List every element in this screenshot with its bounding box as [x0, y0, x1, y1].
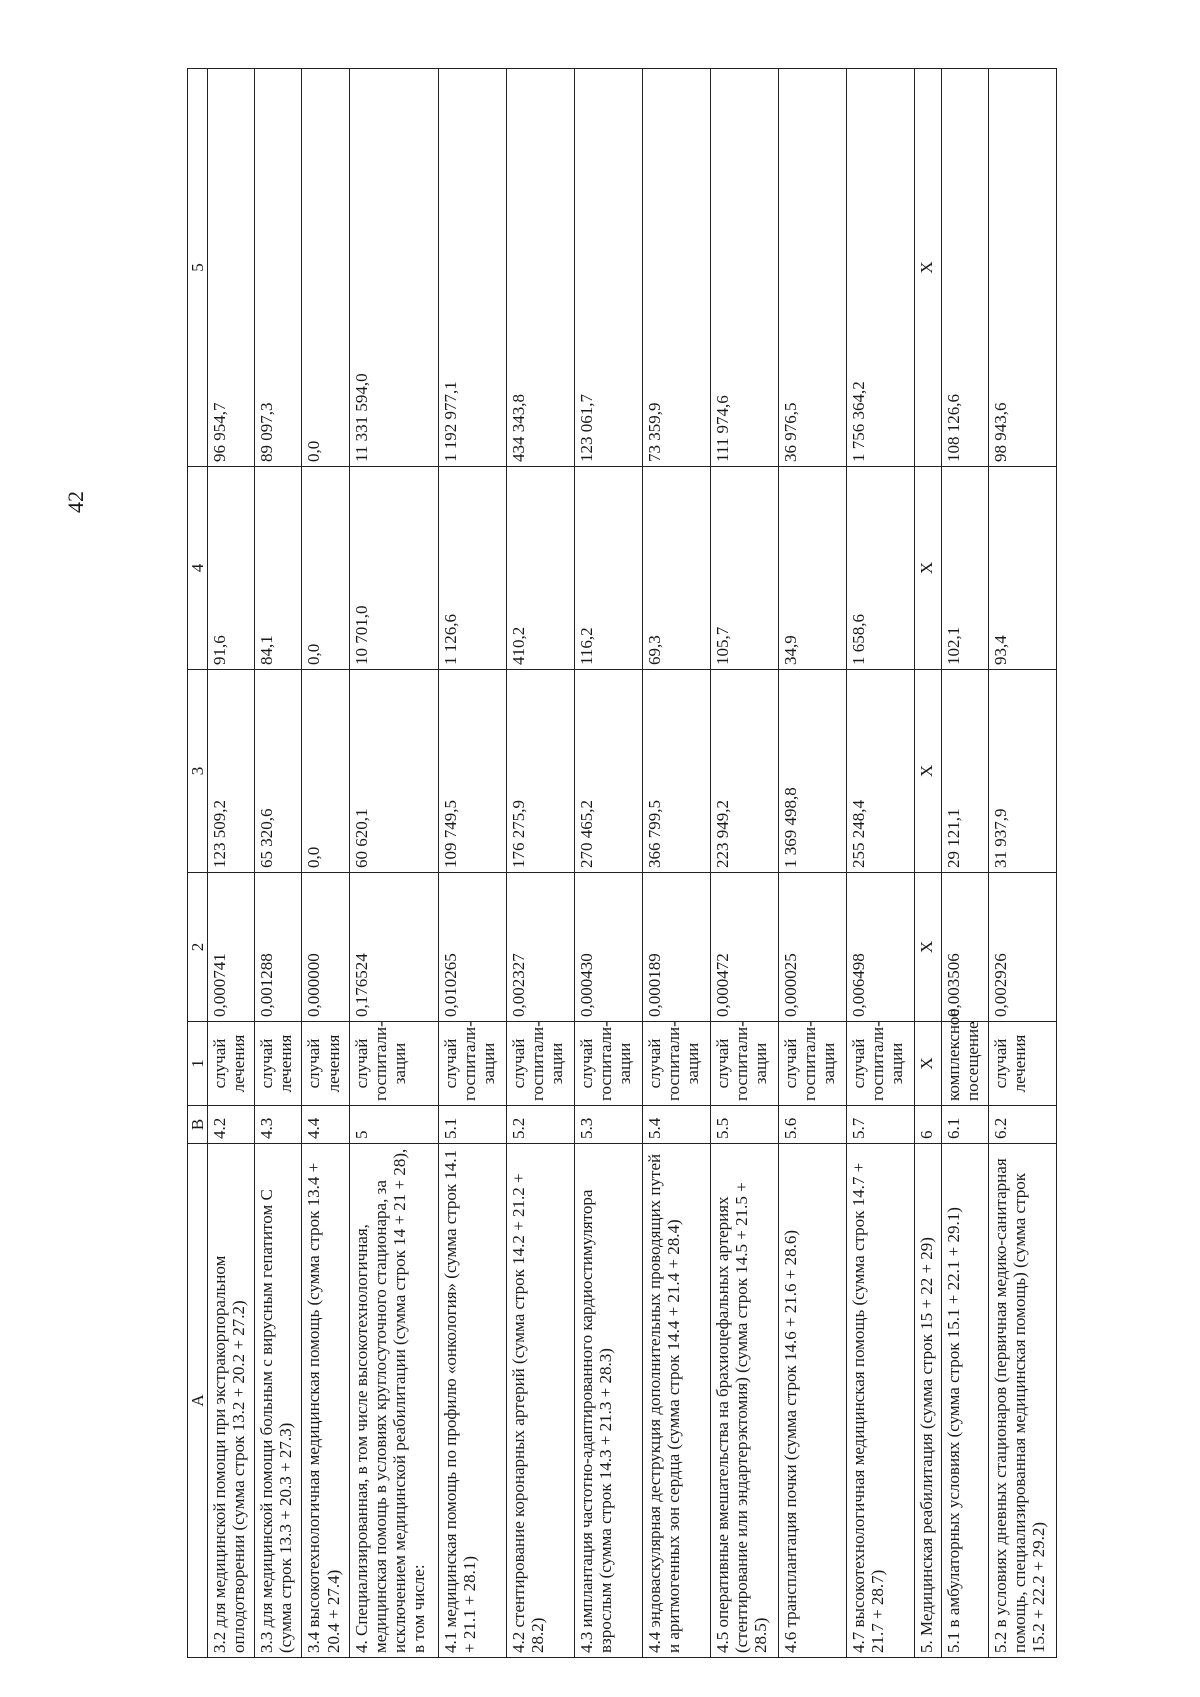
- row-code: 5.5: [711, 1106, 779, 1144]
- row-description: 5. Медицинская реабилитация (сумма строк 15 + 22 + 29): [915, 1144, 941, 1658]
- header-cell-5: 5: [188, 69, 208, 467]
- row-code: 5.3: [574, 1106, 642, 1144]
- row-description: 4.1 медицинская помощь по профилю «онкология» (сумма строк 14.1 + 21.1 + 28.1): [438, 1144, 506, 1658]
- value-cell-2: 0,000025: [779, 873, 847, 1022]
- value-cell-4: 410,2: [506, 467, 574, 670]
- row-code: 5.6: [779, 1106, 847, 1144]
- header-cell-2: 2: [188, 873, 208, 1022]
- row-description: 3.4 высокотехнологичная медицинская помощь (сумма строк 13.4 + 20.4 + 27.4): [302, 1144, 349, 1658]
- value-cell-3: 0,0: [302, 670, 349, 873]
- value-cell-3: 29 121,1: [941, 670, 988, 873]
- value-cell-4: 116,2: [574, 467, 642, 670]
- unit-cell: случай лечения: [988, 1022, 1056, 1106]
- value-cell-5: 1 192 977,1: [438, 69, 506, 467]
- value-cell-2: 0,000741: [208, 873, 255, 1022]
- value-cell-2: Х: [915, 873, 941, 1022]
- value-cell-3: 176 275,9: [506, 670, 574, 873]
- table-row: [255, 69, 302, 1658]
- row-code: 6.1: [941, 1106, 988, 1144]
- value-cell-5: 0,0: [302, 69, 349, 467]
- unit-cell: случай госпитали-зации: [574, 1022, 642, 1106]
- unit-cell: случай лечения: [208, 1022, 255, 1106]
- row-code: 4.2: [208, 1106, 255, 1144]
- table-row: [711, 69, 779, 1658]
- value-cell-3: 31 937,9: [988, 670, 1056, 873]
- value-cell-2: 0,006498: [847, 873, 915, 1022]
- header-cell-4: 4: [188, 467, 208, 670]
- value-cell-5: 89 097,3: [255, 69, 302, 467]
- row-code: 5.7: [847, 1106, 915, 1144]
- row-code: 5: [349, 1106, 438, 1144]
- value-cell-3: 123 509,2: [208, 670, 255, 873]
- value-cell-5: Х: [915, 69, 941, 467]
- unit-cell: случай госпитали-зации: [711, 1022, 779, 1106]
- table-row: [779, 69, 847, 1658]
- row-description: 5.1 в амбулаторных условиях (сумма строк 15.1 + 22.1 + 29.1): [941, 1144, 988, 1658]
- header-row: [188, 69, 208, 1658]
- value-cell-2: 0,000189: [642, 873, 710, 1022]
- value-cell-4: 10 701,0: [349, 467, 438, 670]
- data-table: [187, 68, 1057, 1658]
- row-description: 5.2 в условиях дневных стационаров (первичная медико-санитарная помощь, специализированная медицинская помощь) (сумма строк 15.2 + 22.2 + 29.2): [988, 1144, 1056, 1658]
- unit-cell: Х: [915, 1022, 941, 1106]
- value-cell-3: 366 799,5: [642, 670, 710, 873]
- value-cell-4: Х: [915, 467, 941, 670]
- row-description: 4. Специализированная, в том числе высокотехнологичная, медицинская помощь в условиях круглосуточного стационара, за исключением медицинской реабилитации (сумма строк 14 + 21 + 28), в том числе:: [349, 1144, 438, 1658]
- header-cell-1: 1: [188, 1022, 208, 1106]
- table-row: [302, 69, 349, 1658]
- value-cell-5: 96 954,7: [208, 69, 255, 467]
- table-row: [506, 69, 574, 1658]
- row-code: 4.4: [302, 1106, 349, 1144]
- row-code: 5.4: [642, 1106, 710, 1144]
- row-description: 4.3 имплантация частотно-адаптированного кардиостимулятора взрослым (сумма строк 14.3 + 21.3 + 28.3): [574, 1144, 642, 1658]
- value-cell-4: 105,7: [711, 467, 779, 670]
- row-description: 3.2 для медицинской помощи при экстракорпоральном оплодотворении (сумма строк 13.2 + 20.2 + 27.2): [208, 1144, 255, 1658]
- row-description: 4.2 стентирование коронарных артерий (сумма строк 14.2 + 21.2 + 28.2): [506, 1144, 574, 1658]
- row-description: 4.4 эндоваскулярная деструкция дополнительных проводящих путей и аритмогенных зон сердца (сумма строк 14.4 + 21.4 + 28.4): [642, 1144, 710, 1658]
- page-number: 42: [63, 491, 88, 513]
- row-code: 6: [915, 1106, 941, 1144]
- value-cell-5: 434 343,8: [506, 69, 574, 467]
- unit-cell: случай лечения: [255, 1022, 302, 1106]
- value-cell-5: 123 061,7: [574, 69, 642, 467]
- value-cell-2: 0,003506: [941, 873, 988, 1022]
- value-cell-3: 60 620,1: [349, 670, 438, 873]
- row-description: 4.6 трансплантация почки (сумма строк 14.6 + 21.6 + 28.6): [779, 1144, 847, 1658]
- table-row: [438, 69, 506, 1658]
- row-code: 4.3: [255, 1106, 302, 1144]
- table-row: [642, 69, 710, 1658]
- row-description: 3.3 для медицинской помощи больным с вирусным гепатитом С (сумма строк 13.3 + 20.3 + 27.3): [255, 1144, 302, 1658]
- unit-cell: случай госпитали-зации: [779, 1022, 847, 1106]
- unit-cell: комплексное посещение: [941, 1022, 988, 1106]
- table-row: [847, 69, 915, 1658]
- value-cell-4: 34,9: [779, 467, 847, 670]
- value-cell-4: 91,6: [208, 467, 255, 670]
- unit-cell: случай госпитали-зации: [847, 1022, 915, 1106]
- value-cell-5: 108 126,6: [941, 69, 988, 467]
- value-cell-3: 255 248,4: [847, 670, 915, 873]
- value-cell-4: 84,1: [255, 467, 302, 670]
- table-row: [574, 69, 642, 1658]
- value-cell-4: 69,3: [642, 467, 710, 670]
- value-cell-4: 1 658,6: [847, 467, 915, 670]
- value-cell-2: 0,001288: [255, 873, 302, 1022]
- table-row: [915, 69, 941, 1658]
- value-cell-2: 0,176524: [349, 873, 438, 1022]
- value-cell-3: 223 949,2: [711, 670, 779, 873]
- value-cell-5: 73 359,9: [642, 69, 710, 467]
- value-cell-3: 270 465,2: [574, 670, 642, 873]
- unit-cell: случай лечения: [302, 1022, 349, 1106]
- header-cell-3: 3: [188, 670, 208, 873]
- value-cell-5: 36 976,5: [779, 69, 847, 467]
- data-table-container: [187, 69, 1057, 1658]
- value-cell-4: 1 126,6: [438, 467, 506, 670]
- row-code: 5.2: [506, 1106, 574, 1144]
- table-row: [941, 69, 988, 1658]
- value-cell-3: Х: [915, 670, 941, 873]
- value-cell-2: 0,002327: [506, 873, 574, 1022]
- table-row: [349, 69, 438, 1658]
- value-cell-5: 98 943,6: [988, 69, 1056, 467]
- table-row: [208, 69, 255, 1658]
- row-description: 4.5 оперативные вмешательства на брахиоцефальных артериях (стентирование или эндартерэктомия) (сумма строк 14.5 + 21.5 + 28.5): [711, 1144, 779, 1658]
- unit-cell: случай госпитали-зации: [642, 1022, 710, 1106]
- row-code: 6.2: [988, 1106, 1056, 1144]
- value-cell-2: 0,000472: [711, 873, 779, 1022]
- row-code: 5.1: [438, 1106, 506, 1144]
- table-row: [988, 69, 1056, 1658]
- value-cell-5: 1 756 364,2: [847, 69, 915, 467]
- value-cell-3: 65 320,6: [255, 670, 302, 873]
- unit-cell: случай госпитали-зации: [506, 1022, 574, 1106]
- value-cell-4: 102,1: [941, 467, 988, 670]
- value-cell-2: 0,000000: [302, 873, 349, 1022]
- unit-cell: случай госпитали-зации: [438, 1022, 506, 1106]
- value-cell-4: 93,4: [988, 467, 1056, 670]
- value-cell-3: 1 369 498,8: [779, 670, 847, 873]
- header-cell-a: А: [188, 1144, 208, 1658]
- value-cell-5: 111 974,6: [711, 69, 779, 467]
- value-cell-4: 0,0: [302, 467, 349, 670]
- value-cell-2: 0,002926: [988, 873, 1056, 1022]
- unit-cell: случай госпитали-зации: [349, 1022, 438, 1106]
- value-cell-2: 0,000430: [574, 873, 642, 1022]
- value-cell-5: 11 331 594,0: [349, 69, 438, 467]
- value-cell-2: 0,010265: [438, 873, 506, 1022]
- value-cell-3: 109 749,5: [438, 670, 506, 873]
- header-cell-b: В: [188, 1106, 208, 1144]
- row-description: 4.7 высокотехнологичная медицинская помощь (сумма строк 14.7 + 21.7 + 28.7): [847, 1144, 915, 1658]
